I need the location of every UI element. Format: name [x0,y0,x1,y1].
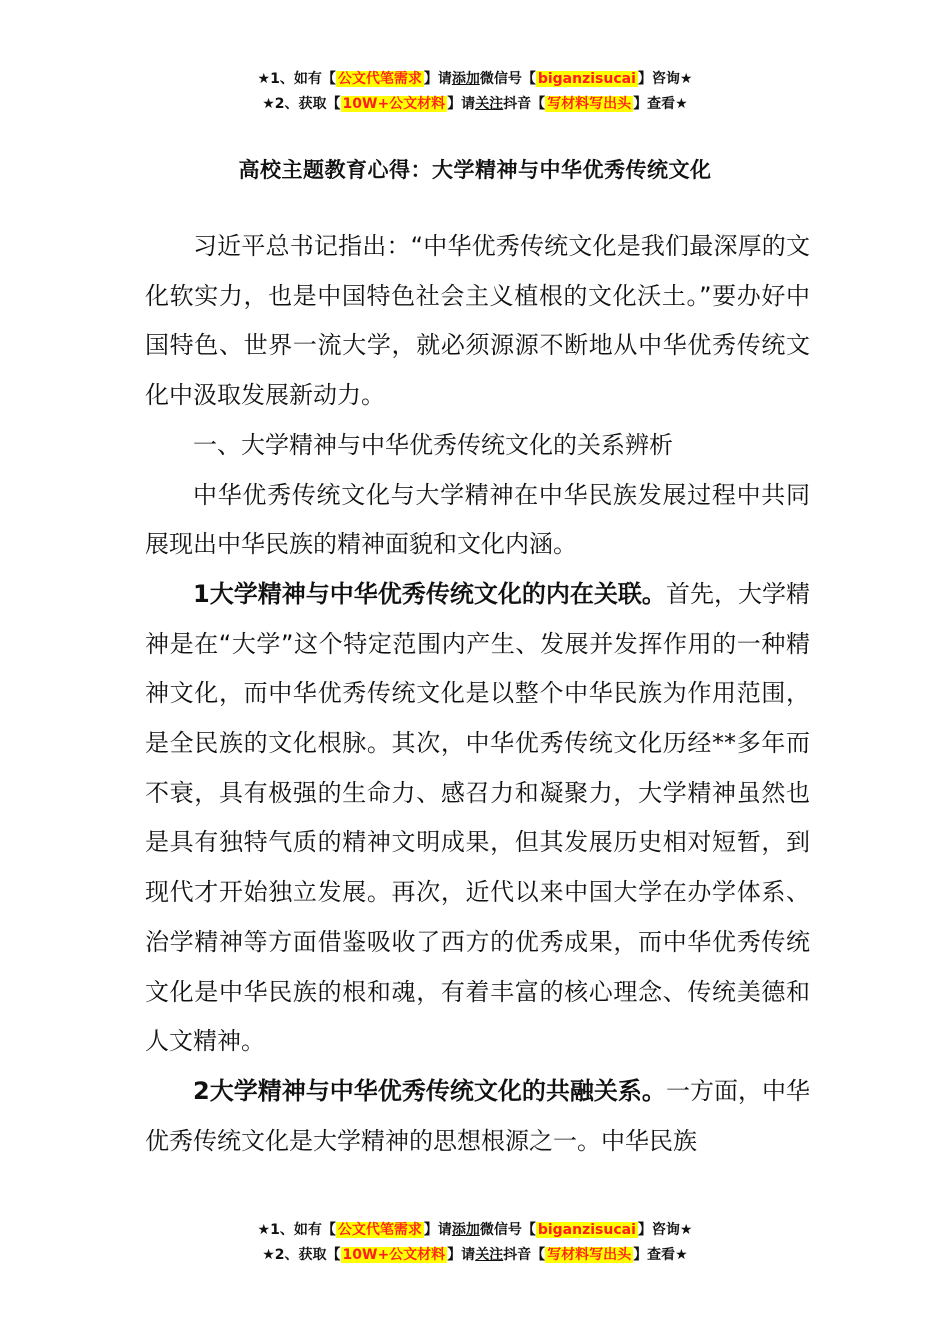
paragraph [145,471,810,570]
promo-text: ★2、获取【 [262,96,341,112]
paragraph-text: 一方面，中华优秀传统文化是大学精神的思想根源之一。中华民族 [145,1076,810,1155]
promo-text: 】请 [447,1247,476,1263]
promo-underline: 添加 [451,71,480,87]
promo-line-1 [0,67,950,92]
paragraph [145,222,810,421]
promo-text: ★1、如有【 [257,1222,336,1238]
promo-banner-top [0,67,950,117]
promo-text: ★2、获取【 [262,1247,341,1263]
promo-text: 】请 [423,1222,452,1238]
promo-highlight: 10W+公文材料 [342,1247,446,1263]
promo-text: 】请 [423,71,452,87]
promo-text: 】查看★ [633,1247,688,1263]
paragraph [145,1067,810,1166]
promo-banner-bottom [0,1218,950,1268]
promo-highlight-account: 写材料写出头 [547,96,632,112]
paragraph-text: 首先，大学精神是在“大学”这个特定范围内产生、发展并发挥作用的一种精神文化，而中华优秀传统文化是以整个中华民族为作用范围，是全民族的文化根脉。其次，中华优秀传统文化历经**多年而不衰，具有极强的生命力、感召力和凝聚力，大学精神虽然也是具有独特气质的精神文明成果，但其发展历史相对短暂，到现代才开始独立发展。再次，近代以来中国大学在办学体系、治学精神等方面借鉴吸收了西方的优秀成果，而中华优秀传统文化是中华民族的根和魂，有着丰富的核心理念、传统美德和人文精神。 [145,579,810,1056]
promo-text: 】咨询★ [637,1222,693,1238]
document-title: 高校主题教育心得：大学精神与中华优秀传统文化 [238,158,712,182]
promo-highlight-wechat-id: biganzisucai [537,1222,636,1238]
promo-highlight: 公文代笔需求 [337,1222,422,1238]
paragraph [145,570,810,1067]
promo-line-2 [0,92,950,117]
promo-text: 微信号【 [479,71,536,87]
promo-highlight: 10W+公文材料 [342,96,446,112]
section-heading [145,421,810,471]
paragraph-lead: 2大学精神与中华优秀传统文化的共融关系。 [193,1076,666,1105]
section-heading-text: 一、大学精神与中华优秀传统文化的关系辨析 [193,430,673,459]
promo-text: 抖音【 [503,96,546,112]
promo-underline: 关注 [475,96,504,112]
promo-highlight: 公文代笔需求 [337,71,422,87]
paragraph-text: 中华优秀传统文化与大学精神在中华民族发展过程中共同展现出中华民族的精神面貌和文化内涵。 [145,480,810,559]
paragraph-lead: 1大学精神与中华优秀传统文化的内在关联。 [193,579,666,608]
promo-text: 微信号【 [479,1222,536,1238]
promo-line-1 [0,1218,950,1243]
promo-underline: 关注 [475,1247,504,1263]
promo-text: ★1、如有【 [257,71,336,87]
promo-text: 】请 [447,96,476,112]
promo-text: 】查看★ [633,96,688,112]
promo-line-2 [0,1243,950,1268]
promo-underline: 添加 [451,1222,480,1238]
promo-highlight-account: 写材料写出头 [547,1247,632,1263]
paragraph-text: 习近平总书记指出：“中华优秀传统文化是我们最深厚的文化软实力，也是中国特色社会主义植根的文化沃土。”要办好中国特色、世界一流大学，就必须源源不断地从中华优秀传统文化中汲取发展新动力。 [145,232,810,410]
promo-highlight-wechat-id: biganzisucai [537,71,636,87]
promo-text: 抖音【 [503,1247,546,1263]
promo-text: 】咨询★ [637,71,693,87]
document-body [145,222,810,1166]
